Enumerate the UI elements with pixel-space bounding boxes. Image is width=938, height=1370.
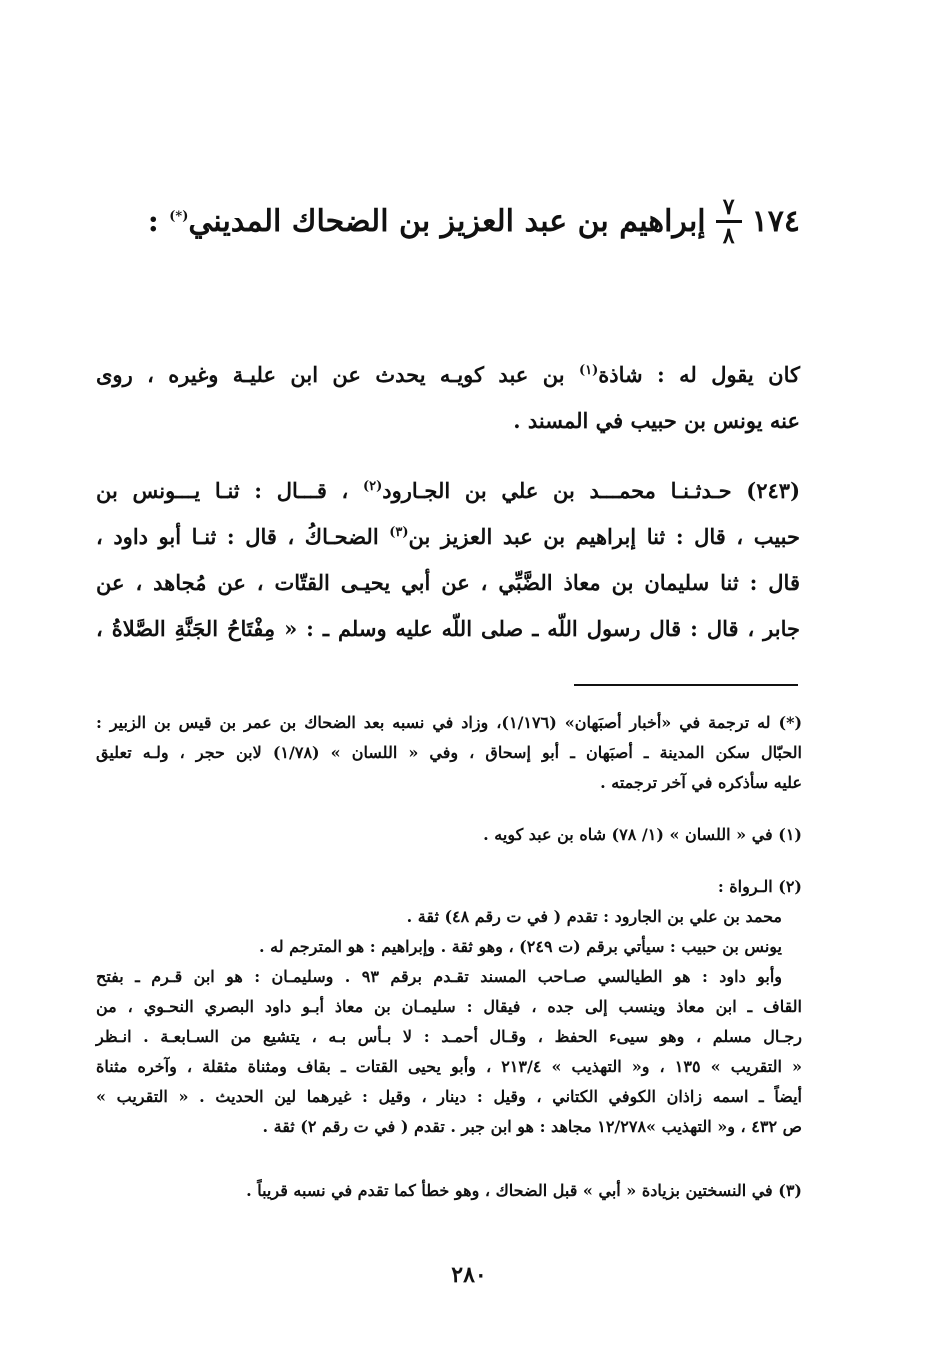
footnote-line: الحبّال سكن المدينة ـ أصبَهان ـ أبو إسحاق ، وفي « اللسان » (١/٧٨) لابن حجر ، ولـه تعليق	[96, 743, 802, 762]
footnote-line: وأبو داود : هو الطيالسي صـاحب المسند تقـدم برقم ٩٣ . وسليمـان : هو ابن قـرم ـ بفتح	[96, 967, 782, 986]
text-span: الضحـاكُ ، قال : ثنـا أبو داود ،	[96, 524, 390, 549]
biography-paragraph	[96, 352, 800, 444]
fraction-top: ٧	[722, 194, 735, 220]
entry-fraction	[716, 196, 742, 247]
footnote-line: (٣) في النسختين بزيادة « أبي » قبل الضحاك ، وهو خطأ كما تقدم في نسبه قريباً .	[246, 1181, 802, 1200]
footnote-line: (*) له ترجمة في «أخبار أصبَهان» (١/١٧٦)، وزاد في نسبه بعد الضحاك بن عمر بن قيس بن الزبير :	[96, 713, 803, 732]
footnote-1	[96, 820, 802, 850]
footnote-line: رجـال مسلم ، وهو سيىء الحفظ ، وقـال أحمـد : لا بـأس بـه ، يتشيع من السـابعـة . انـظر	[96, 1027, 802, 1046]
footnote-ref-1: (١)	[578, 363, 599, 378]
text-span: كان يقول له : شاذة	[598, 362, 800, 387]
footnote-line: عليه سأذكره في آخر ترجمته .	[600, 773, 802, 792]
fraction-bottom: ٨	[722, 223, 735, 249]
footnote-line: القاف ـ ابن معاذ وينسب إلى جده ، فيقال : سليمـان بن معاذ أبـو داود البصري النحـوي ، من	[96, 997, 802, 1016]
paragraph-line	[96, 468, 800, 514]
text-span: بن عبد كويـه يحدث عن ابن عليـة وغيره ، روى	[96, 362, 579, 387]
footnote-line: محمد بن علي بن الجارود : تقدم ( في ت رقم ٤٨) ثقة .	[406, 907, 782, 926]
entry-number: ١٧٤	[751, 204, 800, 239]
footnote-line: (١) في « اللسان » (١/ ٧٨) شاه بن عبد كويه .	[483, 825, 802, 844]
entry-heading	[120, 196, 800, 247]
footnote-star	[96, 708, 802, 798]
heading-colon: :	[147, 204, 159, 239]
footnote-marker-star: (*)	[169, 209, 189, 224]
footnote-2	[96, 872, 802, 1142]
paragraph-line	[96, 514, 800, 560]
footnote-title: (٢) الـرواة :	[717, 877, 802, 896]
footnote-ref-2: (٢)	[362, 479, 383, 494]
hadith-paragraph	[96, 468, 800, 652]
text-span: حبيب ، قال : ثنا إبراهيم بن عبد العزيز بن	[408, 524, 800, 549]
footnote-line: أيضاً ـ اسمه زاذان الكوفي الكتاني ، وقيل : دينار ، وقيل : غيرهما لين الحديث . « التقريب »	[96, 1087, 802, 1106]
paragraph-line: جابر ، قال : قال رسول اللّه ـ صلى اللّه عليه وسلم ـ : « مِفْتَاحُ الجَنَّةِ الصَّلاةُ ،	[96, 616, 800, 641]
paragraph-line: عنه يونس بن حبيب في المسند .	[513, 408, 800, 433]
footnote-line: يونس بن حبيب : سيأتي برقم (ت ٢٤٩) ، وهو ثقة . وإبراهيم : هو المترجم له .	[258, 937, 782, 956]
footnote-ref-3: (٣)	[389, 525, 409, 540]
footnote-line: « التقريب » ١٣٥ ، و« التهذيب » ٢١٣/٤ ، وأبو يحيى القتات ـ بقاف ومثناة مثقلة ، وآخره مثناة	[96, 1057, 803, 1076]
footnote-line: ص ٤٣٢ ، و« التهذيب »١٢/٢٧٨ مجاهد : هو ابن جبر . تقدم ( في ت رقم ٢) ثقة .	[262, 1117, 802, 1136]
page-number: ٢٨٠	[451, 1262, 487, 1288]
footnote-3	[96, 1176, 802, 1206]
text-span: (٢٤٣) حـدثـنـا محمـــد بن علي بن الجـارود	[382, 478, 800, 503]
paragraph-line	[96, 352, 800, 398]
paragraph-line: قال : ثنا سليمان بن معاذ الضَّبِّي ، عن أبي يحيـى القتّات ، عن مُجاهد ، عن	[96, 570, 800, 595]
text-span: ، قـــال : ثنـا يـــونس بن	[96, 478, 363, 503]
entry-name-text: إبراهيم بن عبد العزيز بن الضحاك المديني	[188, 204, 706, 239]
entry-name	[148, 204, 706, 239]
footnote-separator	[574, 684, 798, 686]
